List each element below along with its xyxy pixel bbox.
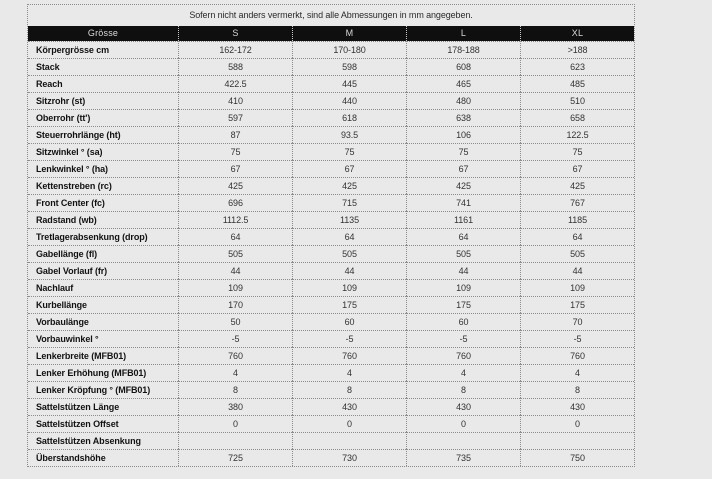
column-header: M xyxy=(292,26,406,41)
geometry-table-container xyxy=(27,4,635,467)
table-row xyxy=(28,245,634,262)
row-label: Lenkwinkel ° (ha) xyxy=(28,160,178,177)
value-cell: 109 xyxy=(178,279,292,296)
value-cell: 122.5 xyxy=(520,126,634,143)
row-label: Körpergrösse cm xyxy=(28,41,178,58)
value-cell: -5 xyxy=(520,330,634,347)
value-cell: 8 xyxy=(292,381,406,398)
value-cell: 67 xyxy=(406,160,520,177)
value-cell: 658 xyxy=(520,109,634,126)
value-cell: 0 xyxy=(292,415,406,432)
table-row xyxy=(28,92,634,109)
column-header: L xyxy=(406,26,520,41)
value-cell: 87 xyxy=(178,126,292,143)
value-cell: 445 xyxy=(292,75,406,92)
value-cell: 750 xyxy=(520,449,634,466)
value-cell: 175 xyxy=(520,296,634,313)
table-row xyxy=(28,41,634,58)
value-cell: 109 xyxy=(292,279,406,296)
row-label: Oberrohr (tt') xyxy=(28,109,178,126)
row-label: Lenkerbreite (MFB01) xyxy=(28,347,178,364)
table-row xyxy=(28,109,634,126)
value-cell: 505 xyxy=(178,245,292,262)
value-cell: 67 xyxy=(292,160,406,177)
table-row xyxy=(28,432,634,449)
value-cell: 505 xyxy=(292,245,406,262)
value-cell: 70 xyxy=(520,313,634,330)
value-cell: 425 xyxy=(292,177,406,194)
value-cell: 8 xyxy=(520,381,634,398)
value-cell: 430 xyxy=(406,398,520,415)
column-header: Grösse xyxy=(28,26,178,41)
value-cell: 425 xyxy=(406,177,520,194)
value-cell: 741 xyxy=(406,194,520,211)
table-row xyxy=(28,347,634,364)
value-cell: 8 xyxy=(406,381,520,398)
row-label: Sattelstützen Absenkung xyxy=(28,432,178,449)
value-cell: 725 xyxy=(178,449,292,466)
table-row xyxy=(28,177,634,194)
value-cell: 760 xyxy=(178,347,292,364)
row-label: Front Center (fc) xyxy=(28,194,178,211)
table-row xyxy=(28,228,634,245)
table-row xyxy=(28,75,634,92)
value-cell: 60 xyxy=(406,313,520,330)
value-cell: 8 xyxy=(178,381,292,398)
value-cell: 480 xyxy=(406,92,520,109)
value-cell: 109 xyxy=(406,279,520,296)
units-note: Sofern nicht anders vermerkt, sind alle Abmessungen in mm angegeben. xyxy=(189,10,473,20)
value-cell: 510 xyxy=(520,92,634,109)
value-cell: 440 xyxy=(292,92,406,109)
table-row xyxy=(28,313,634,330)
row-label: Überstandshöhe xyxy=(28,449,178,466)
value-cell: 178-188 xyxy=(406,41,520,58)
value-cell xyxy=(178,432,292,449)
value-cell: 4 xyxy=(178,364,292,381)
table-row xyxy=(28,415,634,432)
row-label: Kettenstreben (rc) xyxy=(28,177,178,194)
row-label: Nachlauf xyxy=(28,279,178,296)
value-cell: 638 xyxy=(406,109,520,126)
row-label: Kurbellänge xyxy=(28,296,178,313)
value-cell: 50 xyxy=(178,313,292,330)
value-cell: 1185 xyxy=(520,211,634,228)
value-cell: 730 xyxy=(292,449,406,466)
table-row xyxy=(28,143,634,160)
value-cell: 64 xyxy=(520,228,634,245)
row-label: Sitzrohr (st) xyxy=(28,92,178,109)
value-cell: 735 xyxy=(406,449,520,466)
table-row xyxy=(28,194,634,211)
value-cell: 75 xyxy=(520,143,634,160)
value-cell: 696 xyxy=(178,194,292,211)
value-cell xyxy=(520,432,634,449)
table-body xyxy=(28,41,634,466)
row-label: Tretlagerabsenkung (drop) xyxy=(28,228,178,245)
value-cell: 170 xyxy=(178,296,292,313)
value-cell: -5 xyxy=(292,330,406,347)
value-cell: 1112.5 xyxy=(178,211,292,228)
value-cell: 1135 xyxy=(292,211,406,228)
row-label: Sitzwinkel ° (sa) xyxy=(28,143,178,160)
value-cell: 425 xyxy=(178,177,292,194)
table-row xyxy=(28,381,634,398)
value-cell: -5 xyxy=(406,330,520,347)
row-label: Lenker Kröpfung ° (MFB01) xyxy=(28,381,178,398)
table-row xyxy=(28,160,634,177)
size-geometry-table xyxy=(28,26,634,466)
value-cell: 505 xyxy=(406,245,520,262)
row-label: Gabellänge (fl) xyxy=(28,245,178,262)
value-cell: 109 xyxy=(520,279,634,296)
row-label: Sattelstützen Länge xyxy=(28,398,178,415)
value-cell: 44 xyxy=(292,262,406,279)
value-cell: 608 xyxy=(406,58,520,75)
value-cell: 44 xyxy=(178,262,292,279)
value-cell xyxy=(406,432,520,449)
value-cell: 715 xyxy=(292,194,406,211)
row-label: Radstand (wb) xyxy=(28,211,178,228)
header-row xyxy=(28,26,634,41)
value-cell: -5 xyxy=(178,330,292,347)
value-cell: 465 xyxy=(406,75,520,92)
row-label: Gabel Vorlauf (fr) xyxy=(28,262,178,279)
value-cell: 67 xyxy=(178,160,292,177)
value-cell: 618 xyxy=(292,109,406,126)
value-cell: 170-180 xyxy=(292,41,406,58)
row-label: Reach xyxy=(28,75,178,92)
value-cell: 380 xyxy=(178,398,292,415)
value-cell: 75 xyxy=(178,143,292,160)
row-label: Vorbauwinkel ° xyxy=(28,330,178,347)
value-cell: 64 xyxy=(178,228,292,245)
value-cell: 485 xyxy=(520,75,634,92)
value-cell: 760 xyxy=(292,347,406,364)
row-label: Vorbaulänge xyxy=(28,313,178,330)
value-cell: 410 xyxy=(178,92,292,109)
value-cell: 588 xyxy=(178,58,292,75)
value-cell: >188 xyxy=(520,41,634,58)
value-cell: 67 xyxy=(520,160,634,177)
value-cell: 760 xyxy=(520,347,634,364)
row-label: Stack xyxy=(28,58,178,75)
value-cell: 597 xyxy=(178,109,292,126)
value-cell: 75 xyxy=(292,143,406,160)
value-cell: 505 xyxy=(520,245,634,262)
value-cell: 430 xyxy=(520,398,634,415)
value-cell: 175 xyxy=(406,296,520,313)
value-cell: 106 xyxy=(406,126,520,143)
value-cell: 4 xyxy=(292,364,406,381)
value-cell: 425 xyxy=(520,177,634,194)
table-row xyxy=(28,296,634,313)
value-cell: 0 xyxy=(178,415,292,432)
value-cell: 422.5 xyxy=(178,75,292,92)
table-row xyxy=(28,449,634,466)
table-row xyxy=(28,364,634,381)
value-cell: 60 xyxy=(292,313,406,330)
value-cell: 44 xyxy=(406,262,520,279)
value-cell: 767 xyxy=(520,194,634,211)
value-cell: 760 xyxy=(406,347,520,364)
row-label: Sattelstützen Offset xyxy=(28,415,178,432)
value-cell: 4 xyxy=(520,364,634,381)
value-cell: 75 xyxy=(406,143,520,160)
value-cell: 64 xyxy=(292,228,406,245)
table-row xyxy=(28,279,634,296)
table-row xyxy=(28,262,634,279)
value-cell: 44 xyxy=(520,262,634,279)
table-row xyxy=(28,398,634,415)
table-row xyxy=(28,58,634,75)
value-cell: 623 xyxy=(520,58,634,75)
table-row xyxy=(28,211,634,228)
value-cell: 0 xyxy=(406,415,520,432)
table-row xyxy=(28,330,634,347)
value-cell: 64 xyxy=(406,228,520,245)
value-cell: 1161 xyxy=(406,211,520,228)
value-cell: 0 xyxy=(520,415,634,432)
row-label: Steuerrohrlänge (ht) xyxy=(28,126,178,143)
value-cell: 162-172 xyxy=(178,41,292,58)
column-header: XL xyxy=(520,26,634,41)
row-label: Lenker Erhöhung (MFB01) xyxy=(28,364,178,381)
value-cell: 430 xyxy=(292,398,406,415)
value-cell: 175 xyxy=(292,296,406,313)
value-cell: 598 xyxy=(292,58,406,75)
value-cell xyxy=(292,432,406,449)
value-cell: 93.5 xyxy=(292,126,406,143)
column-header: S xyxy=(178,26,292,41)
value-cell: 4 xyxy=(406,364,520,381)
table-row xyxy=(28,126,634,143)
